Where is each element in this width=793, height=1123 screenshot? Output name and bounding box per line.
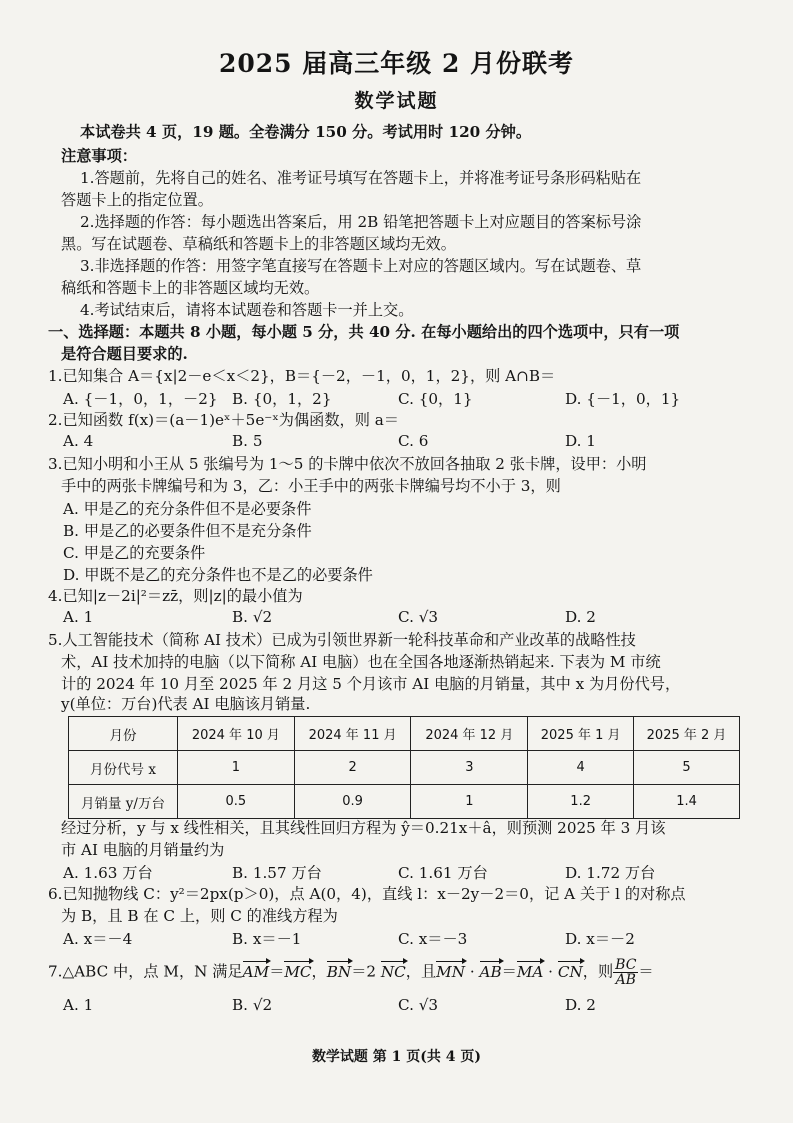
q6-option-a: A. x＝－4 xyxy=(63,930,133,948)
q7-option-b: B. √2 xyxy=(232,996,273,1014)
q5-option-d: D. 1.72 万台 xyxy=(565,864,656,882)
q2-option-d: D. 1 xyxy=(565,432,596,450)
table-row-label: 月份代号 x xyxy=(69,751,178,785)
q1-option-c: C. {0，1} xyxy=(398,390,473,408)
table-cell: 1 xyxy=(178,751,295,785)
question-1-stem: 1.已知集合 A＝{x|2－e＜x＜2}，B＝{－2，－1，0，1，2}，则 A∩B＝ xyxy=(48,367,556,385)
table-cell: 2 xyxy=(294,751,411,785)
question-6-stem-cont: 为 B，且 B 在 C 上，则 C 的准线方程为 xyxy=(61,907,338,925)
table-cell: 2024 年 11 月 xyxy=(294,717,411,751)
question-5-stem: 5.人工智能技术（简称 AI 技术）已成为引领世界新一轮科技革命和产业改革的战略性技 xyxy=(48,631,636,649)
table-cell: 5 xyxy=(634,751,740,785)
q7-eq: ＝ xyxy=(269,962,285,981)
section-heading-cont: 是符合题目要求的. xyxy=(61,345,188,363)
q6-option-b: B. x＝－1 xyxy=(232,930,302,948)
q7-tail: ＝ xyxy=(638,962,654,981)
q1-option-d: D. {－1，0，1} xyxy=(565,390,681,408)
q7-dot: · xyxy=(543,962,558,981)
q5-option-b: B. 1.57 万台 xyxy=(232,864,322,882)
vector-mc: MC xyxy=(284,962,312,981)
fraction-numerator: BC xyxy=(615,957,637,973)
q4-option-c: C. √3 xyxy=(398,608,439,626)
table-row-label: 月销量 y/万台 xyxy=(69,785,178,819)
vector-am: AM xyxy=(242,962,270,981)
vector-nc: NC xyxy=(380,962,406,981)
table-cell: 4 xyxy=(528,751,634,785)
q2-option-b: B. 5 xyxy=(232,432,263,450)
notes-heading: 注意事项： xyxy=(61,147,137,165)
question-6-stem: 6.已知抛物线 C：y²＝2px(p＞0)，点 A(0，4)，直线 l：x－2y－2＝0，记 A 关于 l 的对称点 xyxy=(48,885,686,903)
q7-sep: ， xyxy=(311,962,327,981)
q4-option-d: D. 2 xyxy=(565,608,596,626)
table-row xyxy=(69,785,740,819)
vector-cn: CN xyxy=(557,962,583,981)
q2-option-c: C. 6 xyxy=(398,432,429,450)
table-cell: 1 xyxy=(411,785,528,819)
table-cell: 2024 年 10 月 xyxy=(178,717,295,751)
question-5-stem-cont: 计的 2024 年 10 月至 2025 年 2 月这 5 个月该市 AI 电脑的月销量，其中 x 为月份代号， xyxy=(61,675,681,693)
fraction-bc-ab xyxy=(613,958,638,987)
q7-dot: · xyxy=(465,962,480,981)
sales-table xyxy=(68,716,740,819)
question-2-stem: 2.已知函数 f(x)＝(a－1)eˣ＋5e⁻ˣ为偶函数，则 a＝ xyxy=(48,411,399,429)
q1-option-b: B. {0，1，2} xyxy=(232,390,332,408)
note-line: 黑。写在试题卷、草稿纸和答题卡上的非答题区域均无效。 xyxy=(61,235,456,253)
q5-option-a: A. 1.63 万台 xyxy=(63,864,153,882)
question-3-stem-cont: 手中的两张卡牌编号和为 3，乙：小王手中的两张卡牌编号均不小于 3，则 xyxy=(61,477,561,495)
fraction-denominator: AB xyxy=(615,972,636,988)
table-cell: 0.9 xyxy=(294,785,411,819)
question-3-stem: 3.已知小明和小王从 5 张编号为 1～5 的卡牌中依次不放回各抽取 2 张卡牌，设甲：小明 xyxy=(48,455,647,473)
page-subtitle: 数学试题 xyxy=(354,90,439,112)
q7-mid: ，且 xyxy=(405,962,437,981)
vector-ab: AB xyxy=(479,962,502,981)
q5-option-c: C. 1.61 万台 xyxy=(398,864,488,882)
q3-option-d: D. 甲既不是乙的充分条件也不是乙的必要条件 xyxy=(63,566,373,584)
question-5-after: 市 AI 电脑的月销量约为 xyxy=(61,841,225,859)
note-line: 3.非选择题的作答：用签字笔直接写在答题卡上对应的答题区域内。写在试题卷、草 xyxy=(80,257,642,275)
q3-option-a: A. 甲是乙的充分条件但不是必要条件 xyxy=(63,500,312,518)
q3-option-b: B. 甲是乙的必要条件但不是充分条件 xyxy=(63,522,312,540)
vector-bn: BN xyxy=(326,962,352,981)
note-line: 稿纸和答题卡上的非答题区域均无效。 xyxy=(61,279,320,297)
table-cell: 2024 年 12 月 xyxy=(411,717,528,751)
table-row xyxy=(69,751,740,785)
q2-option-a: A. 4 xyxy=(63,432,94,450)
question-5-after: 经过分析，y 与 x 线性相关，且其线性回归方程为 ŷ＝0.21x＋â，则预测 2025 年 3 月该 xyxy=(61,819,666,837)
question-7-stem xyxy=(48,958,654,987)
note-line: 答题卡上的指定位置。 xyxy=(61,191,213,209)
table-cell: 2025 年 1 月 xyxy=(528,717,634,751)
q6-option-d: D. x＝－2 xyxy=(565,930,635,948)
q4-option-a: A. 1 xyxy=(63,608,94,626)
table-row-label: 月份 xyxy=(69,717,178,751)
question-4-stem: 4.已知|z－2i|²＝zz̄，则|z|的最小值为 xyxy=(48,587,303,605)
q7-option-d: D. 2 xyxy=(565,996,596,1014)
table-cell: 3 xyxy=(411,751,528,785)
question-5-stem-cont: y(单位：万台)代表 AI 电脑该月销量. xyxy=(61,695,311,713)
vector-ma: MA xyxy=(516,962,544,981)
page-footer: 数学试题 第 1 页(共 4 页) xyxy=(311,1049,482,1065)
section-heading: 一、选择题：本题共 8 小题，每小题 5 分，共 40 分. 在每小题给出的四个选项中，只有一项 xyxy=(48,323,680,341)
table-cell: 1.4 xyxy=(634,785,740,819)
q7-eq: ＝2 xyxy=(351,962,381,981)
question-5-stem-cont: 术，AI 技术加持的电脑（以下简称 AI 电脑）也在全国各地逐渐热销起来. 下表为 M 市统 xyxy=(61,653,661,671)
q7-prefix: 7.△ABC 中，点 M，N 满足 xyxy=(48,962,243,981)
q7-option-c: C. √3 xyxy=(398,996,439,1014)
q6-option-c: C. x＝－3 xyxy=(398,930,468,948)
table-cell: 1.2 xyxy=(528,785,634,819)
q7-then: ，则 xyxy=(582,962,614,981)
q3-option-c: C. 甲是乙的充要条件 xyxy=(63,544,206,562)
note-line: 1.答题前，先将自己的姓名、准考证号填写在答题卡上，并将准考证号条形码粘贴在 xyxy=(80,169,642,187)
intro-text: 本试卷共 4 页，19 题。全卷满分 150 分。考试用时 120 分钟。 xyxy=(80,123,532,141)
q7-eq: ＝ xyxy=(501,962,517,981)
table-cell: 0.5 xyxy=(178,785,295,819)
page-title: 2025 届高三年级 2 月份联考 xyxy=(218,49,575,78)
note-line: 2.选择题的作答：每小题选出答案后，用 2B 铅笔把答题卡上对应题目的答案标号涂 xyxy=(80,213,642,231)
q1-option-a: A. {－1，0，1，－2} xyxy=(63,390,218,408)
table-row xyxy=(69,717,740,751)
q4-option-b: B. √2 xyxy=(232,608,273,626)
q7-option-a: A. 1 xyxy=(63,996,94,1014)
vector-mn: MN xyxy=(436,962,466,981)
note-line: 4.考试结束后，请将本试题卷和答题卡一并上交。 xyxy=(80,301,414,319)
table-cell: 2025 年 2 月 xyxy=(634,717,740,751)
